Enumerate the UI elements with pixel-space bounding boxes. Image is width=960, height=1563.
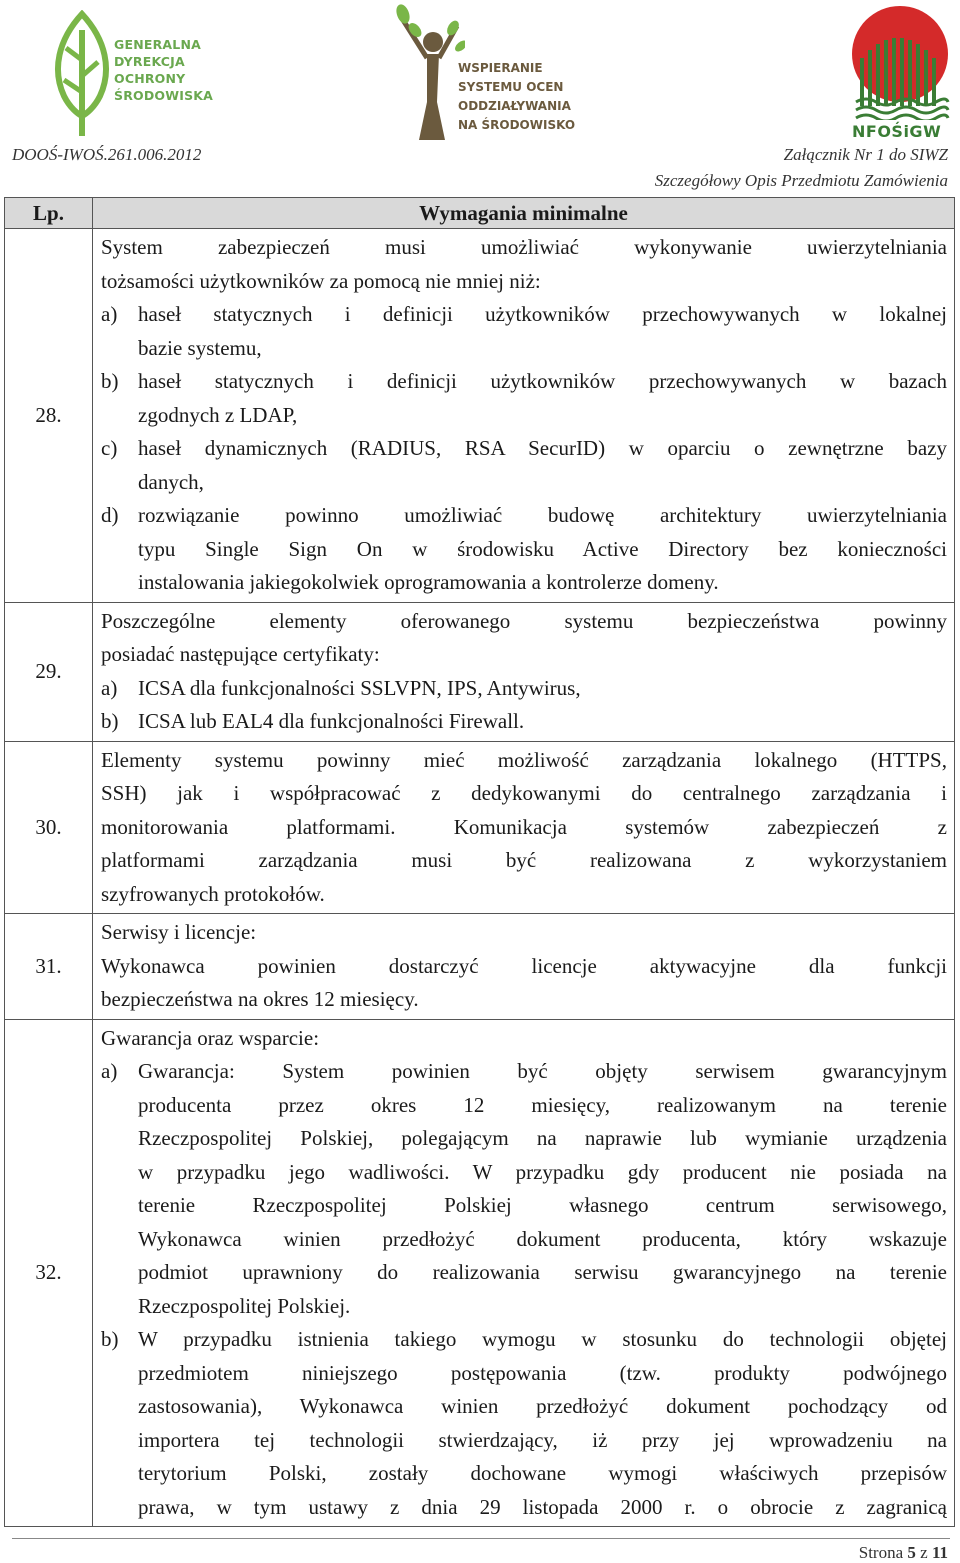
text-line: posiadać następujące certyfikaty: <box>101 642 380 666</box>
document-subtitle: Szczegółowy Opis Przedmiotu Zamówienia <box>654 171 948 190</box>
list-item <box>101 499 947 600</box>
text-line: ICSA dla funkcjonalności SSLVPN, IPS, Antywirus, <box>138 675 581 700</box>
gdos-logo <box>50 10 214 140</box>
table-header-row <box>5 198 955 229</box>
text-line: instalowania jakiegokolwiek oprogramowania a kontrolerze domeny. <box>138 570 719 594</box>
requirement-cell <box>93 914 955 1020</box>
tree-leaf-icon <box>50 10 114 138</box>
wsp-logo <box>395 2 580 142</box>
text-line: bazie systemu, <box>138 335 262 360</box>
page-prefix: Strona <box>858 1543 904 1562</box>
row-number: 31. <box>5 914 93 1020</box>
text-line: danych, <box>138 469 204 494</box>
attachment-label: Załącznik Nr 1 do SIWZ <box>783 145 948 164</box>
text-line: producenta przez okres 12 miesięcy, realizowanym na terenie <box>138 1092 947 1117</box>
page-separator: z <box>920 1543 928 1562</box>
column-header-requirements: Wymagania minimalne <box>93 198 955 229</box>
requirement-cell <box>93 602 955 741</box>
footer-divider <box>12 1538 950 1539</box>
nfos-emblem-icon <box>848 2 952 120</box>
text-line: monitorowania platformami. Komunikacja systemów zabezpieczeń z <box>101 814 947 839</box>
document-reference: DOOŚ-IWOŚ.261.006.2012 <box>12 145 202 164</box>
list-marker: a) <box>101 1059 118 1083</box>
text-line: Gwarancja: System powinien być objęty serwisem gwarancyjnym <box>138 1059 947 1083</box>
text-line: typu Single Sign On w środowisku Active Directory bez konieczności <box>138 536 947 561</box>
text-line: podmiot uprawniony do realizowania serwisu gwarancyjnego na terenie <box>138 1260 947 1284</box>
requirement-cell <box>93 1019 955 1527</box>
nfos-logo-text: NFOŚiGW <box>852 122 942 141</box>
row-number: 28. <box>5 229 93 603</box>
list-marker: b) <box>101 1327 119 1351</box>
text-line: haseł statycznych i definicji użytkowników przechowywanych w lokalnej <box>138 302 947 326</box>
list-item <box>101 432 947 499</box>
current-page: 5 <box>907 1543 916 1562</box>
list-item <box>101 298 947 365</box>
text-line: rozwiązanie powinno umożliwiać budowę architektury uwierzytelniania <box>138 503 947 527</box>
text-line: Gwarancja oraz wsparcie: <box>101 1025 320 1050</box>
table-row <box>5 602 955 741</box>
text-line: Serwisy i licencje: <box>101 920 257 944</box>
text-line: Poszczególne elementy oferowanego systemu bezpieczeństwa powinny <box>101 608 947 633</box>
text-line: szyfrowanych protokołów. <box>101 881 325 906</box>
text-line: System zabezpieczeń musi umożliwiać wykonywanie uwierzytelniania <box>101 235 947 259</box>
page-number <box>859 1543 948 1563</box>
requirement-cell <box>93 229 955 603</box>
list-marker: a) <box>101 675 118 700</box>
text-line: W przypadku istnienia takiego wymogu w stosunku do technologii objętej <box>138 1327 947 1351</box>
row-number: 30. <box>5 741 93 914</box>
list-marker: b) <box>101 709 119 733</box>
text-line: tożsamości użytkowników za pomocą nie mniej niż: <box>101 268 541 293</box>
text-line: prawa, w tym ustawy z dnia 29 listopada 2000 r. o obrocie z zagranicą <box>138 1494 947 1519</box>
text-line: haseł dynamicznych (RADIUS, RSA SecurID) w oparciu o zewnętrzne bazy <box>138 436 947 460</box>
human-tree-icon <box>395 2 465 142</box>
column-header-lp: Lp. <box>5 198 93 229</box>
text-line: Wykonawca powinien dostarczyć licencje aktywacyjne dla funkcji <box>101 953 947 978</box>
total-pages: 11 <box>931 1543 948 1562</box>
text-line: Rzeczpospolitej Polskiej. <box>138 1293 351 1318</box>
text-line: zgodnych z LDAP, <box>138 402 298 427</box>
table-row <box>5 229 955 603</box>
text-line: przedmiotem niniejszego postępowania (tzw. produkty podwójnego <box>138 1360 947 1385</box>
text-line: Rzeczpospolitej Polskiej, polegającym na naprawie lub wymianie urządzenia <box>138 1126 947 1150</box>
text-line: SSH) jak i współpracować z dedykowanymi do centralnego zarządzania i <box>101 781 947 805</box>
list-item <box>101 1323 947 1524</box>
table-row <box>5 1019 955 1527</box>
list-item <box>101 1055 947 1323</box>
list-item <box>101 705 947 739</box>
list-marker: d) <box>101 503 119 527</box>
list-item <box>101 672 947 706</box>
text-line: Wykonawca winien przedłożyć dokument producenta, który wskazuje <box>138 1226 947 1251</box>
text-line: terenie Rzeczpospolitej Polskiej własnego centrum serwisowego, <box>138 1193 947 1217</box>
text-line: bezpieczeństwa na okres 12 miesięcy. <box>101 987 419 1011</box>
list-marker: a) <box>101 302 118 326</box>
row-number: 29. <box>5 602 93 741</box>
nfos-logo <box>848 2 952 144</box>
requirements-table <box>4 197 955 1527</box>
text-line: platformami zarządzania musi być realizowana z wykorzystaniem <box>101 848 947 872</box>
list-item <box>101 365 947 432</box>
requirement-cell <box>93 741 955 914</box>
text-line: Elementy systemu powinny mieć możliwość zarządzania lokalnego (HTTPS, <box>101 747 947 772</box>
text-line: w przypadku jego wadliwości. W przypadku gdy producent nie posiada na <box>138 1159 947 1184</box>
text-line: zastosowania), Wykonawca winien przedłożyć dokument pochodzący od <box>138 1394 947 1418</box>
text-line: importera tej technologii stwierdzający, iż przy jej wprowadzeniu na <box>138 1427 947 1452</box>
text-line: haseł statycznych i definicji użytkowników przechowywanych w bazach <box>138 369 947 393</box>
table-row <box>5 914 955 1020</box>
wsp-logo-text: WSPIERANIE SYSTEMU OCEN ODDZIAŁYWANIA NA ŚRODOWISKO <box>458 61 576 132</box>
text-line: ICSA lub EAL4 dla funkcjonalności Firewall. <box>138 709 525 733</box>
list-marker: c) <box>101 436 118 460</box>
list-marker: b) <box>101 369 119 393</box>
text-line: terytorium Polski, zostały dochowane wymogi właściwych przepisów <box>138 1461 947 1485</box>
row-number: 32. <box>5 1019 93 1527</box>
gdos-logo-text: GENERALNA DYREKCJA OCHRONY ŚRODOWISKA <box>114 37 214 103</box>
table-row <box>5 741 955 914</box>
